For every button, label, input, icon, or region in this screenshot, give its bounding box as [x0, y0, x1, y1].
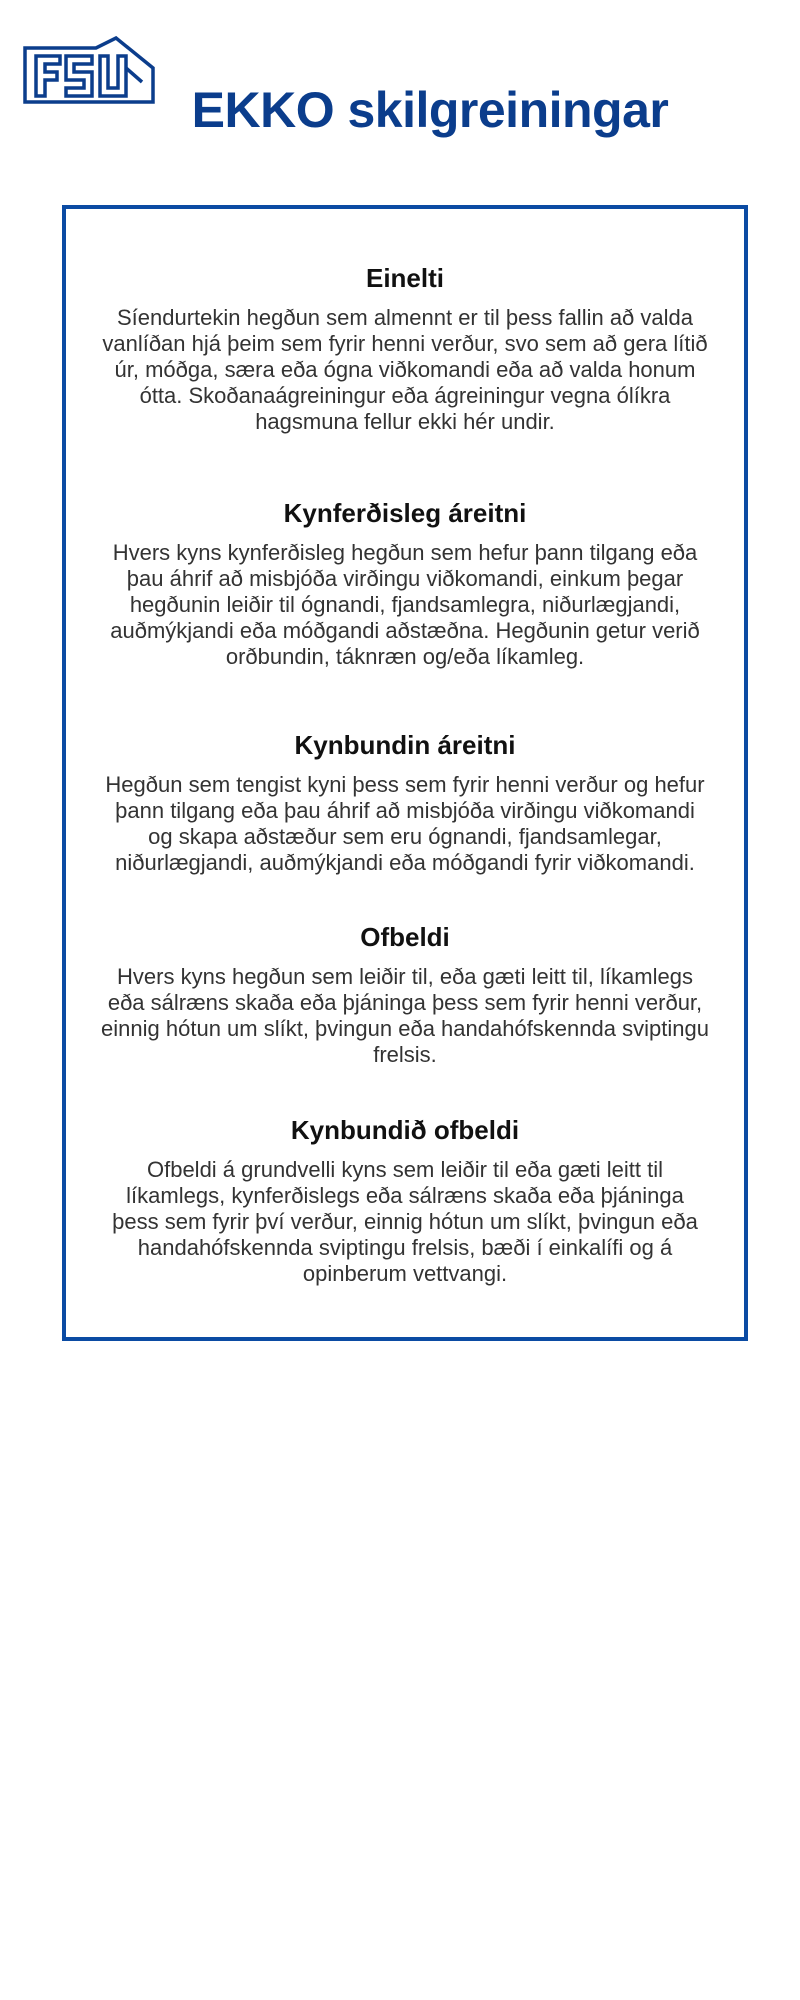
definition-kynferdisleg-areitni [66, 496, 744, 670]
definition-heading: Einelti [365, 263, 444, 293]
definition-kynbundin-areitni [66, 728, 744, 876]
definition-ofbeldi [66, 920, 744, 1068]
definition-heading: Kynbundin áreitni [294, 730, 516, 760]
definition-text: Hegðun sem tengist kyni þess sem fyrir henni verður og hefur þann tilgang eða þau áhrif að misbjóða virðingu viðkomandi og skapa aðstæður sem eru ógnandi, fjandsamlegar, niðurlægjandi, auðmýkjandi eða móðgandi fyrir viðkomandi. [105, 772, 705, 875]
definition-einelti [66, 261, 744, 435]
definitions-box [62, 205, 748, 1341]
page-title: EKKO skilgreiningar [191, 82, 669, 138]
definition-text: Hvers kyns kynferðisleg hegðun sem hefur þann tilgang eða þau áhrif að misbjóða virðingu viðkomandi, einkum þegar hegðunin leiðir til ógnandi, fjandsamlegra, niðurlægjandi, auðmýkjandi eða móðgandi aðstæðna. Hegðunin getur verið orðbundin, táknræn og/eða líkamleg. [110, 540, 700, 669]
definition-heading: Kynbundið ofbeldi [290, 1115, 520, 1145]
definition-heading: Ofbeldi [360, 922, 450, 952]
fsu-logo [22, 36, 156, 106]
definition-heading: Kynferðisleg áreitni [283, 498, 527, 528]
definition-text: Síendurtekin hegðun sem almennt er til þess fallin að valda vanlíðan hjá þeim sem fyrir henni verður, svo sem að gera lítið úr, móðga, særa eða ógna viðkomandi eða að valda honum ótta. Skoðanaágreiningur eða ágreiningur vegna ólíkra hagsmuna fellur ekki hér undir. [102, 305, 708, 434]
definition-text: Ofbeldi á grundvelli kyns sem leiðir til eða gæti leitt til líkamlegs, kynferðislegs eða sálræns skaða eða þjáninga þess sem fyrir því verður, einnig hótun um slíkt, þvingun eða handahófskennda sviptingu frelsis, bæði í einkalífi og á opinberum vettvangi. [112, 1157, 698, 1286]
definition-kynbundid-ofbeldi [66, 1113, 744, 1287]
definition-text: Hvers kyns hegðun sem leiðir til, eða gæti leitt til, líkamlegs eða sálræns skaða eða þjáninga þess sem fyrir henni verður, einnig hótun um slíkt, þvingun eða handahófskennda sviptingu frelsis. [101, 964, 709, 1067]
